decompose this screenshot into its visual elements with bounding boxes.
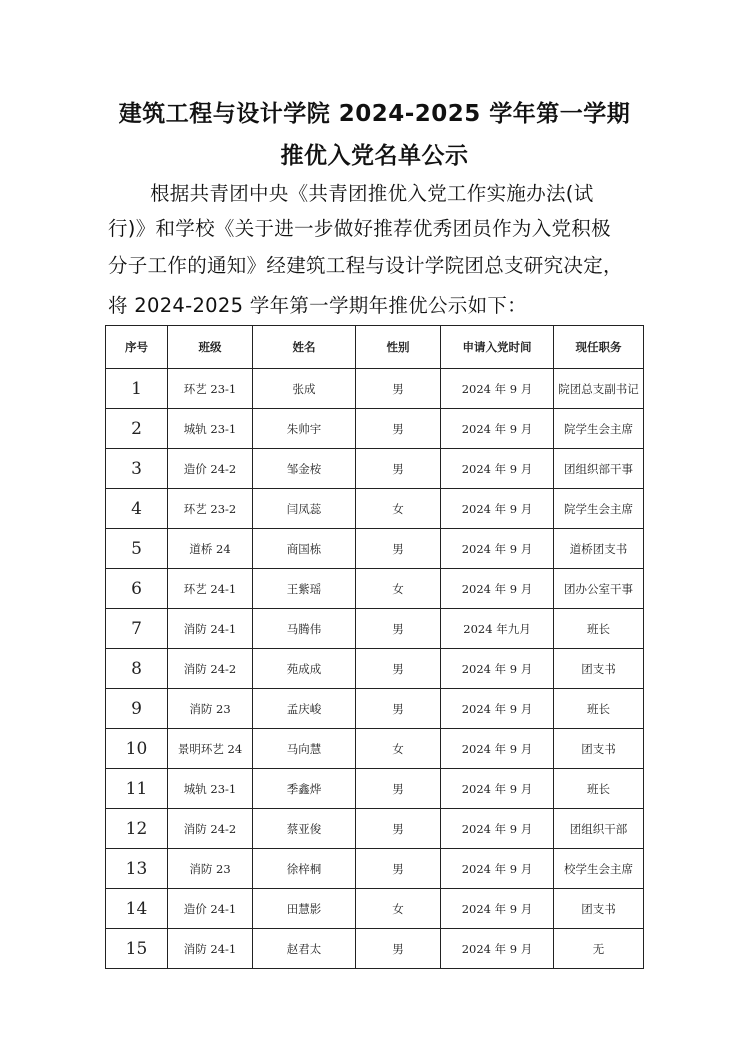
cell-position: 班长 — [554, 609, 644, 649]
cell-position: 院学生会主席 — [554, 489, 644, 529]
cell-position: 院团总支副书记 — [554, 369, 644, 409]
cell-apply-time: 2024 年 9 月 — [441, 769, 554, 809]
cell-apply-time: 2024 年 9 月 — [441, 449, 554, 489]
document-title-line2: 推优入党名单公示 — [280, 143, 469, 169]
cell-name: 马向慧 — [253, 729, 356, 769]
cell-position: 团办公室干事 — [554, 569, 644, 609]
cell-position: 道桥团支书 — [554, 529, 644, 569]
cell-name: 苑成成 — [253, 649, 356, 689]
cell-gender: 女 — [356, 729, 441, 769]
cell-index: 4 — [106, 489, 168, 529]
cell-gender: 男 — [356, 689, 441, 729]
cell-position: 团支书 — [554, 729, 644, 769]
cell-name: 闫凤蕊 — [253, 489, 356, 529]
table-row — [106, 529, 644, 569]
cell-name: 马腾伟 — [253, 609, 356, 649]
cell-class: 造价 24-2 — [168, 449, 253, 489]
cell-index: 14 — [106, 889, 168, 929]
paragraph-line-3: 分子工作的通知》经建筑工程与设计学院团总支研究决定， — [108, 254, 623, 277]
cell-class: 城轨 23-1 — [168, 769, 253, 809]
cell-name: 张成 — [253, 369, 356, 409]
table-row — [106, 849, 644, 889]
cell-apply-time: 2024 年 9 月 — [441, 889, 554, 929]
header-apply-time: 申请入党时间 — [441, 326, 554, 369]
cell-class: 消防 23 — [168, 689, 253, 729]
cell-index: 10 — [106, 729, 168, 769]
cell-apply-time: 2024 年 9 月 — [441, 569, 554, 609]
cell-class: 环艺 23-1 — [168, 369, 253, 409]
cell-name: 邹金桉 — [253, 449, 356, 489]
cell-position: 团组织干部 — [554, 809, 644, 849]
table-row — [106, 889, 644, 929]
cell-gender: 男 — [356, 769, 441, 809]
cell-gender: 女 — [356, 569, 441, 609]
header-index: 序号 — [106, 326, 168, 369]
table-row — [106, 729, 644, 769]
cell-apply-time: 2024 年 9 月 — [441, 729, 554, 769]
cell-index: 12 — [106, 809, 168, 849]
table-row — [106, 689, 644, 729]
cell-gender: 男 — [356, 529, 441, 569]
header-name: 姓名 — [253, 326, 356, 369]
cell-gender: 男 — [356, 369, 441, 409]
paragraph-line-2: 行)》和学校《关于进一步做好推荐优秀团员作为入党积极 — [108, 217, 611, 240]
cell-index: 2 — [106, 409, 168, 449]
candidate-table — [105, 325, 644, 969]
cell-apply-time: 2024 年 9 月 — [441, 689, 554, 729]
cell-gender: 男 — [356, 809, 441, 849]
cell-position: 团支书 — [554, 649, 644, 689]
cell-gender: 女 — [356, 489, 441, 529]
cell-gender: 男 — [356, 649, 441, 689]
document-title-line1: 建筑工程与设计学院 2024-2025 学年第一学期 — [118, 101, 631, 127]
cell-name: 王紫瑶 — [253, 569, 356, 609]
cell-class: 消防 23 — [168, 849, 253, 889]
cell-gender: 男 — [356, 449, 441, 489]
table-row — [106, 649, 644, 689]
cell-index: 5 — [106, 529, 168, 569]
cell-apply-time: 2024 年 9 月 — [441, 529, 554, 569]
cell-position: 团支书 — [554, 889, 644, 929]
cell-apply-time: 2024 年 9 月 — [441, 409, 554, 449]
cell-class: 消防 24-1 — [168, 609, 253, 649]
table-row — [106, 369, 644, 409]
cell-name: 商国栋 — [253, 529, 356, 569]
cell-position: 班长 — [554, 769, 644, 809]
cell-class: 消防 24-2 — [168, 809, 253, 849]
cell-apply-time: 2024 年 9 月 — [441, 809, 554, 849]
header-position: 现任职务 — [554, 326, 644, 369]
cell-index: 11 — [106, 769, 168, 809]
cell-class: 消防 24-2 — [168, 649, 253, 689]
table-row — [106, 449, 644, 489]
cell-class: 消防 24-1 — [168, 929, 253, 969]
cell-apply-time: 2024 年 9 月 — [441, 649, 554, 689]
cell-position: 院学生会主席 — [554, 409, 644, 449]
cell-name: 徐梓桐 — [253, 849, 356, 889]
cell-index: 1 — [106, 369, 168, 409]
header-gender: 性别 — [356, 326, 441, 369]
table-row — [106, 769, 644, 809]
cell-name: 赵君太 — [253, 929, 356, 969]
cell-class: 城轨 23-1 — [168, 409, 253, 449]
cell-position: 团组织部干事 — [554, 449, 644, 489]
cell-position: 无 — [554, 929, 644, 969]
cell-class: 景明环艺 24 — [168, 729, 253, 769]
cell-apply-time: 2024 年 9 月 — [441, 929, 554, 969]
table-header-row — [106, 326, 644, 369]
cell-apply-time: 2024 年 9 月 — [441, 489, 554, 529]
header-class: 班级 — [168, 326, 253, 369]
cell-apply-time: 2024 年九月 — [441, 609, 554, 649]
cell-index: 9 — [106, 689, 168, 729]
cell-class: 道桥 24 — [168, 529, 253, 569]
cell-index: 7 — [106, 609, 168, 649]
cell-gender: 男 — [356, 849, 441, 889]
cell-index: 3 — [106, 449, 168, 489]
cell-name: 季鑫烨 — [253, 769, 356, 809]
table-row — [106, 609, 644, 649]
table-row — [106, 929, 644, 969]
cell-name: 朱帅宇 — [253, 409, 356, 449]
cell-gender: 女 — [356, 889, 441, 929]
paragraph-line-4: 将 2024-2025 学年第一学期年推优公示如下： — [108, 294, 527, 317]
table-body — [106, 369, 644, 969]
cell-gender: 男 — [356, 409, 441, 449]
cell-apply-time: 2024 年 9 月 — [441, 849, 554, 889]
cell-position: 校学生会主席 — [554, 849, 644, 889]
cell-index: 6 — [106, 569, 168, 609]
paragraph-line-1: 根据共青团中央《共青团推优入党工作实施办法(试 — [150, 182, 594, 205]
cell-name: 田慧影 — [253, 889, 356, 929]
cell-name: 蔡亚俊 — [253, 809, 356, 849]
cell-index: 8 — [106, 649, 168, 689]
table-row — [106, 809, 644, 849]
cell-class: 造价 24-1 — [168, 889, 253, 929]
cell-gender: 男 — [356, 609, 441, 649]
table-row — [106, 569, 644, 609]
cell-index: 13 — [106, 849, 168, 889]
cell-position: 班长 — [554, 689, 644, 729]
table-row — [106, 489, 644, 529]
cell-class: 环艺 24-1 — [168, 569, 253, 609]
cell-name: 孟庆峻 — [253, 689, 356, 729]
cell-index: 15 — [106, 929, 168, 969]
cell-class: 环艺 23-2 — [168, 489, 253, 529]
table-row — [106, 409, 644, 449]
cell-apply-time: 2024 年 9 月 — [441, 369, 554, 409]
cell-gender: 男 — [356, 929, 441, 969]
